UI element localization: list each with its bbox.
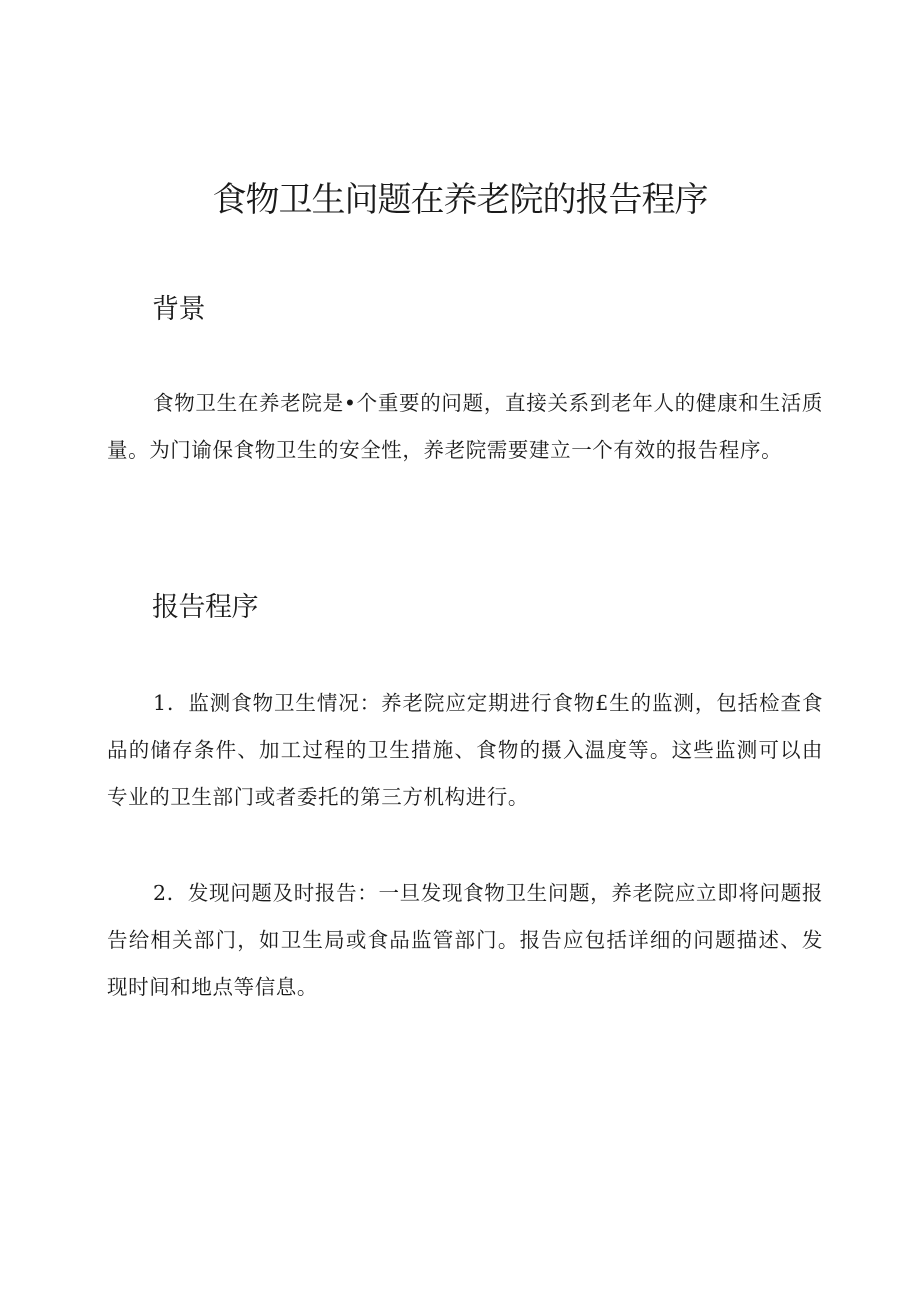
procedure-step-1: 1．监测食物卫生情况：养老院应定期进行食物£生的监测，包括检查食品的储存条件、加工过程的卫生措施、食物的摄入温度等。这些监测可以由专业的卫生部门或者委托的第三方机构进行。 <box>107 691 823 809</box>
section-heading-procedure: 报告程序 <box>152 592 258 623</box>
background-paragraph: 食物卫生在养老院是•个重要的问题，直接关系到老年人的健康和生活质量。为门谕保食物卫生的安全性，养老院需要建立一个有效的报告程序。 <box>107 391 823 462</box>
section-heading-background: 背景 <box>152 294 205 325</box>
document-title: 食物卫生问题在养老院的报告程序 <box>212 180 708 220</box>
procedure-step-2: 2．发现问题及时报告：一旦发现食物卫生问题，养老院应立即将问题报告给相关部门，如卫生局或食品监管部门。报告应包括详细的问题描述、发现时间和地点等信息。 <box>107 881 823 999</box>
